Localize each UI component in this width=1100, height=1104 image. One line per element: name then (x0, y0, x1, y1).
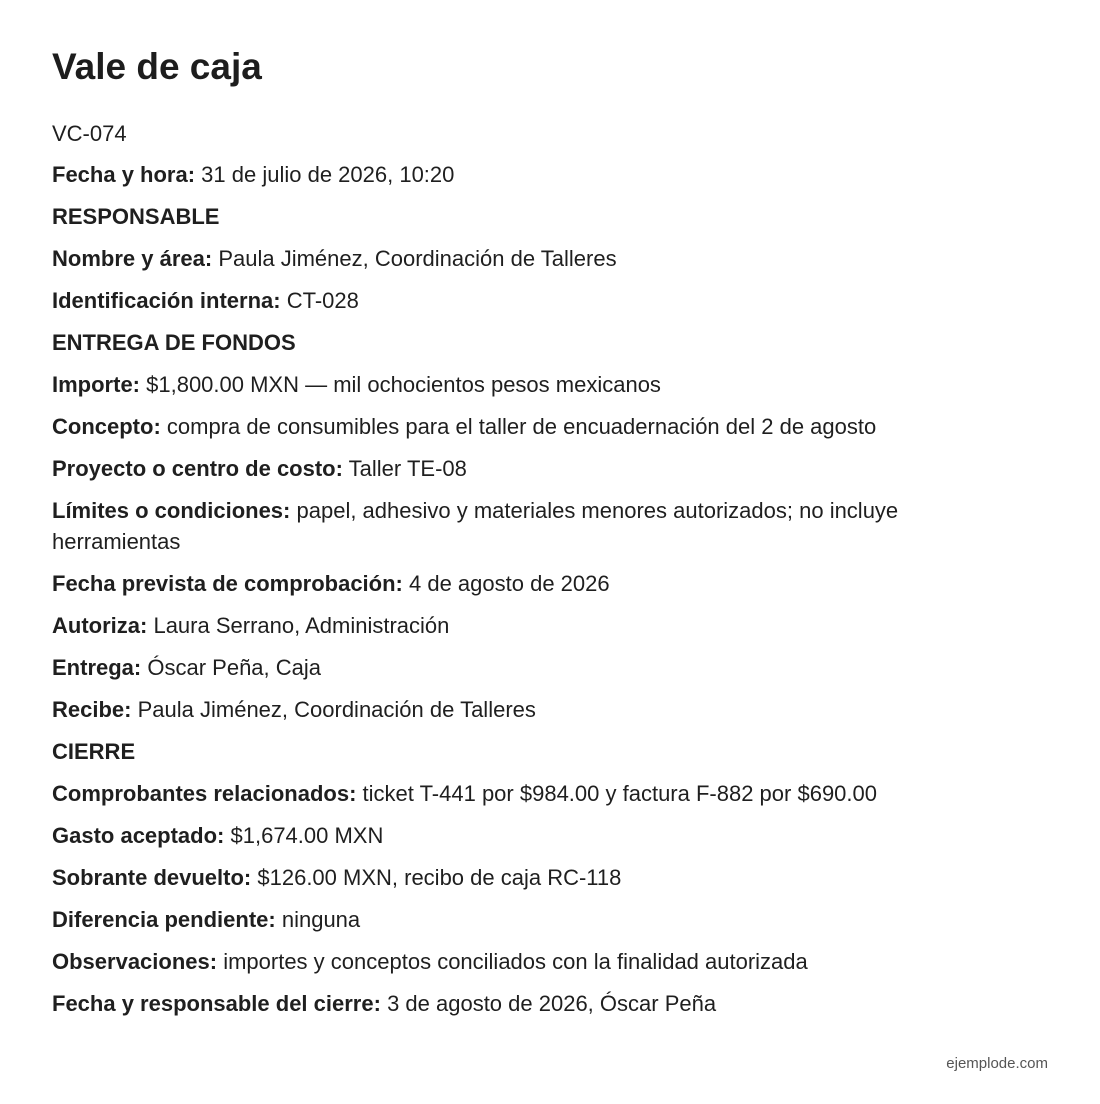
field-identificacion (52, 285, 972, 316)
field-label: Nombre y área: (52, 246, 213, 271)
field-value: ticket T-441 por $984.00 y factura F-882 por $690.00 (362, 781, 877, 806)
field-label: Identificación interna: (52, 288, 281, 313)
field-label: Entrega: (52, 655, 142, 680)
field-label: Proyecto o centro de costo: (52, 456, 343, 481)
field-label: Autoriza: (52, 613, 148, 638)
field-comprobantes (52, 778, 972, 809)
field-observaciones (52, 946, 972, 977)
field-value: importes y conceptos conciliados con la finalidad autorizada (223, 949, 808, 974)
field-label: Fecha y hora: (52, 162, 196, 187)
field-sobrante (52, 862, 972, 893)
field-label: Fecha y responsable del cierre: (52, 991, 381, 1016)
field-entrega (52, 652, 972, 683)
field-value: 31 de julio de 2026, 10:20 (201, 162, 455, 187)
page-title: Vale de caja (52, 46, 262, 87)
field-label: Concepto: (52, 414, 161, 439)
section-heading-entrega: ENTREGA DE FONDOS (52, 330, 296, 355)
field-value: 3 de agosto de 2026, Óscar Peña (387, 991, 717, 1016)
field-value: CT-028 (286, 288, 359, 313)
field-label: Comprobantes relacionados: (52, 781, 357, 806)
field-fecha-hora (52, 159, 972, 190)
field-label: Importe: (52, 372, 140, 397)
field-diferencia (52, 904, 972, 935)
voucher-code: VC-074 (52, 121, 127, 146)
field-value: Taller TE-08 (348, 456, 467, 481)
field-label: Observaciones: (52, 949, 218, 974)
field-value: Paula Jiménez, Coordinación de Talleres (137, 697, 536, 722)
field-nombre-area (52, 243, 972, 274)
field-label: Fecha prevista de comprobación: (52, 571, 403, 596)
field-label: Sobrante devuelto: (52, 865, 252, 890)
field-label: Diferencia pendiente: (52, 907, 276, 932)
field-label: Gasto aceptado: (52, 823, 225, 848)
field-gasto-aceptado (52, 820, 972, 851)
field-value: papel, adhesivo y materiales menores autorizados; no incluye herramientas (52, 498, 899, 554)
field-label: Límites o condiciones: (52, 498, 291, 523)
field-value: ninguna (281, 907, 361, 932)
field-value: Óscar Peña, Caja (147, 655, 322, 680)
field-value: $1,800.00 MXN — mil ochocientos pesos mexicanos (146, 372, 661, 397)
field-label: Recibe: (52, 697, 132, 722)
field-value: $126.00 MXN, recibo de caja RC-118 (257, 865, 622, 890)
section-heading-cierre: CIERRE (52, 739, 136, 764)
footer-watermark: ejemplode.com (946, 1055, 1048, 1072)
field-value: compra de consumibles para el taller de encuadernación del 2 de agosto (166, 414, 877, 439)
field-value: $1,674.00 MXN (230, 823, 384, 848)
field-limites (52, 495, 972, 557)
field-concepto (52, 411, 972, 442)
section-heading-responsable: RESPONSABLE (52, 204, 220, 229)
field-recibe (52, 694, 972, 725)
field-value: Paula Jiménez, Coordinación de Talleres (218, 246, 617, 271)
voucher-document (52, 44, 972, 1019)
field-fecha-comprobacion (52, 568, 972, 599)
field-proyecto (52, 453, 972, 484)
field-importe (52, 369, 972, 400)
field-value: 4 de agosto de 2026 (409, 571, 610, 596)
field-fecha-cierre (52, 988, 972, 1019)
field-autoriza (52, 610, 972, 641)
field-value: Laura Serrano, Administración (153, 613, 450, 638)
